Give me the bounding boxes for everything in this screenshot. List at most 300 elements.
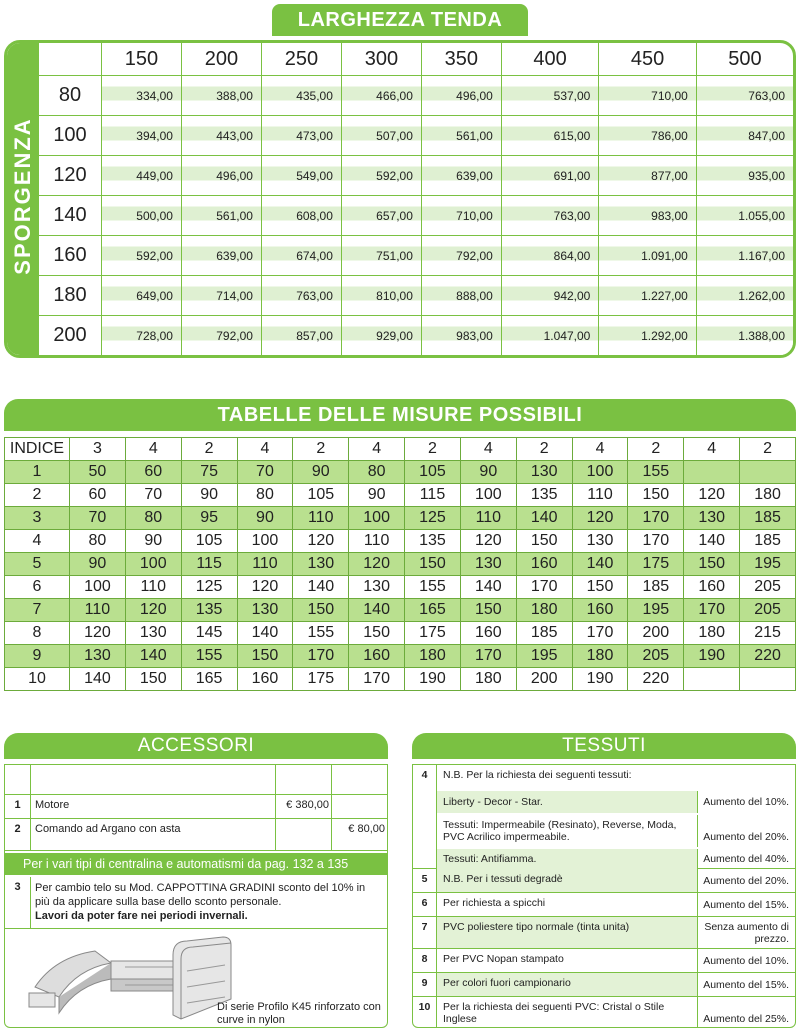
misure-cell: 195 — [740, 553, 796, 576]
misure-cell: 175 — [293, 668, 349, 691]
price-row — [39, 76, 793, 116]
misure-cell: 115 — [405, 484, 461, 507]
price-cell: 691,00 — [501, 156, 599, 196]
row-desc: N.B. Per i tessuti degradè — [437, 869, 697, 892]
misure-row — [5, 622, 796, 645]
price-cell: 500,00 — [102, 196, 182, 236]
misure-row — [5, 553, 796, 576]
misure-cell — [684, 461, 740, 484]
misure-cell — [684, 668, 740, 691]
misure-cell: 130 — [125, 622, 181, 645]
price-cell: 935,00 — [696, 156, 793, 196]
price-cell: 388,00 — [181, 76, 261, 116]
indice-cell: 5 — [5, 553, 70, 576]
tessuti-subrow — [413, 815, 795, 847]
row-desc: Motore — [35, 799, 70, 811]
tessuti-row-8 — [413, 949, 795, 973]
misure-cell: 140 — [684, 530, 740, 553]
misure-col-header: 2 — [293, 438, 349, 461]
misure-cell: 150 — [628, 484, 684, 507]
misure-cell: 130 — [349, 576, 405, 599]
price-cell: 763,00 — [261, 276, 341, 316]
price-cell: 443,00 — [181, 116, 261, 156]
misure-cell: 180 — [460, 668, 516, 691]
row-number: 5 — [413, 869, 437, 892]
misure-cell: 145 — [181, 622, 237, 645]
row-number: 2 — [5, 819, 31, 850]
sporgenza-row-header: 180 — [39, 276, 102, 316]
row-number: 3 — [5, 877, 31, 928]
misure-cell: 220 — [740, 645, 796, 668]
tessuti-row-6 — [413, 893, 795, 917]
indice-cell: 3 — [5, 507, 70, 530]
misure-cell: 155 — [181, 645, 237, 668]
sporgenza-row-header: 160 — [39, 236, 102, 276]
row-desc: Liberty - Decor - Star. — [437, 791, 697, 813]
misure-cell: 90 — [293, 461, 349, 484]
misure-cell: 120 — [460, 530, 516, 553]
price-cell: 549,00 — [261, 156, 341, 196]
indice-cell: 1 — [5, 461, 70, 484]
row-value: Aumento del 20%. — [697, 869, 795, 892]
misure-cell: 125 — [181, 576, 237, 599]
width-col-header: 400 — [501, 43, 599, 76]
misure-cell: 140 — [70, 668, 126, 691]
row-value: Aumento del 15%. — [697, 973, 795, 996]
misure-cell: 120 — [572, 507, 628, 530]
sporgenza-row-header: 120 — [39, 156, 102, 196]
price-cell: 449,00 — [102, 156, 182, 196]
larghezza-table-frame — [4, 40, 796, 358]
misure-cell: 180 — [740, 484, 796, 507]
misure-cell: 105 — [181, 530, 237, 553]
misure-cell: 200 — [516, 668, 572, 691]
indice-cell: 7 — [5, 599, 70, 622]
misure-cell: 130 — [460, 553, 516, 576]
tessuti-row-5 — [413, 869, 795, 893]
num-cell — [5, 765, 31, 794]
misure-cell: 170 — [349, 668, 405, 691]
row-price-1: € 380,00 — [275, 795, 331, 818]
price-row — [39, 156, 793, 196]
misure-cell: 170 — [516, 576, 572, 599]
misure-cell: 205 — [628, 645, 684, 668]
misure-cell: 150 — [293, 599, 349, 622]
misure-col-header: 4 — [572, 438, 628, 461]
price-cell: 847,00 — [696, 116, 793, 156]
misure-cell: 120 — [237, 576, 293, 599]
width-col-header: 150 — [102, 43, 182, 76]
tessuti-row-10 — [413, 997, 795, 1027]
price-cell: 507,00 — [341, 116, 421, 156]
misure-cell: 140 — [572, 553, 628, 576]
note-bold: Lavori da poter fare nei periodi invernali. — [35, 910, 248, 922]
row-number: 4 — [413, 765, 437, 868]
misure-cell: 150 — [572, 576, 628, 599]
tessuti-panel — [412, 764, 796, 1028]
misure-cell: 170 — [628, 507, 684, 530]
row-desc: Per richiesta a spicchi — [443, 897, 546, 909]
price-cell: 639,00 — [421, 156, 501, 196]
misure-cell: 80 — [349, 461, 405, 484]
misure-cell: 130 — [572, 530, 628, 553]
price-row — [39, 116, 793, 156]
misure-row — [5, 668, 796, 691]
misure-cell: 100 — [460, 484, 516, 507]
misure-cell: 110 — [460, 507, 516, 530]
accessori-row-2 — [5, 819, 387, 851]
misure-cell: 160 — [684, 576, 740, 599]
misure-cell: 95 — [181, 507, 237, 530]
larghezza-price-table — [39, 43, 793, 355]
misure-cell: 220 — [628, 668, 684, 691]
price-row — [39, 276, 793, 316]
misure-cell: 140 — [293, 576, 349, 599]
misure-cell: 90 — [125, 530, 181, 553]
indice-cell: 8 — [5, 622, 70, 645]
price-cell: 792,00 — [181, 316, 261, 356]
misure-cell: 140 — [349, 599, 405, 622]
row-number: 10 — [413, 997, 437, 1027]
row-value: Aumento del 20%. — [697, 815, 795, 847]
misure-cell: 105 — [293, 484, 349, 507]
row-number: 9 — [413, 973, 437, 996]
misure-col-header: 4 — [349, 438, 405, 461]
misure-cell: 125 — [405, 507, 461, 530]
misure-col-header: 4 — [237, 438, 293, 461]
misure-cell: 150 — [684, 553, 740, 576]
row-desc: Per colori fuori campionario — [437, 973, 697, 996]
price-cell: 466,00 — [341, 76, 421, 116]
price-col-2-header — [331, 765, 388, 794]
price-cell: 657,00 — [341, 196, 421, 236]
width-col-header: 500 — [696, 43, 793, 76]
row-desc: PVC poliestere tipo normale (tinta unita) — [437, 917, 697, 948]
misure-cell: 70 — [237, 461, 293, 484]
row-number: 6 — [413, 893, 437, 916]
misure-row — [5, 484, 796, 507]
misure-cell: 180 — [516, 599, 572, 622]
misure-cell: 110 — [349, 530, 405, 553]
misure-col-header: 2 — [740, 438, 796, 461]
misure-cell: 100 — [237, 530, 293, 553]
misure-col-header: 2 — [628, 438, 684, 461]
misure-col-header: 3 — [70, 438, 126, 461]
misure-cell: 140 — [460, 576, 516, 599]
misure-cell: 140 — [237, 622, 293, 645]
misure-cell: 185 — [516, 622, 572, 645]
row-value: Senza aumento di prezzo. — [697, 917, 795, 948]
price-cell: 1.292,00 — [599, 316, 697, 356]
misure-cell: 90 — [349, 484, 405, 507]
misure-cell: 175 — [628, 553, 684, 576]
price-row — [39, 236, 793, 276]
misure-cell — [740, 461, 796, 484]
misure-table — [4, 437, 796, 691]
misure-cell: 135 — [181, 599, 237, 622]
price-cell: 786,00 — [599, 116, 697, 156]
misure-cell: 150 — [405, 553, 461, 576]
misure-row — [5, 507, 796, 530]
misure-cell: 105 — [405, 461, 461, 484]
sporgenza-row-header: 80 — [39, 76, 102, 116]
price-cell: 1.091,00 — [599, 236, 697, 276]
width-col-header: 450 — [599, 43, 697, 76]
row-value: Aumento del 40%. — [697, 849, 795, 869]
centralina-strip: Per i vari tipi di centralina e automatismi da pag. 132 a 135 — [5, 853, 387, 875]
misure-cell: 110 — [237, 553, 293, 576]
misure-col-header: 2 — [516, 438, 572, 461]
misure-cell: 80 — [70, 530, 126, 553]
misure-cell: 90 — [70, 553, 126, 576]
indice-header: INDICE — [5, 438, 70, 461]
misure-cell: 135 — [516, 484, 572, 507]
price-cell: 473,00 — [261, 116, 341, 156]
misure-cell: 170 — [684, 599, 740, 622]
row-desc: Tessuti: Impermeabile (Resinato), Reverse, Moda, PVC Acrilico impermeabile. — [443, 819, 677, 843]
accessori-header-row — [5, 765, 387, 795]
misure-cell: 130 — [70, 645, 126, 668]
misure-cell: 100 — [125, 553, 181, 576]
price-cell: 877,00 — [599, 156, 697, 196]
price-cell: 561,00 — [421, 116, 501, 156]
indice-cell: 4 — [5, 530, 70, 553]
misure-cell: 165 — [181, 668, 237, 691]
price-cell: 983,00 — [599, 196, 697, 236]
price-cell: 496,00 — [421, 76, 501, 116]
price-cell: 1.262,00 — [696, 276, 793, 316]
misure-cell: 150 — [125, 668, 181, 691]
misure-cell: 165 — [405, 599, 461, 622]
misure-cell: 190 — [684, 645, 740, 668]
misure-cell: 70 — [70, 507, 126, 530]
misure-cell: 175 — [405, 622, 461, 645]
misure-cell: 155 — [405, 576, 461, 599]
misure-cell: 170 — [460, 645, 516, 668]
price-cell: 435,00 — [261, 76, 341, 116]
misure-cell: 75 — [181, 461, 237, 484]
motore-meccanico-header — [275, 765, 331, 794]
misure-row — [5, 461, 796, 484]
misure-cell: 150 — [460, 599, 516, 622]
misure-cell: 160 — [516, 553, 572, 576]
price-cell: 763,00 — [696, 76, 793, 116]
row-desc: Per PVC Nopan stampato — [443, 953, 564, 965]
price-cell: 334,00 — [102, 76, 182, 116]
misure-col-header: 2 — [181, 438, 237, 461]
price-cell: 1.167,00 — [696, 236, 793, 276]
row-price-1 — [275, 819, 331, 850]
price-cell: 639,00 — [181, 236, 261, 276]
misure-cell: 130 — [237, 599, 293, 622]
row-number: 8 — [413, 949, 437, 972]
price-cell: 496,00 — [181, 156, 261, 196]
misure-cell: 155 — [293, 622, 349, 645]
sporgenza-label: SPORGENZA — [10, 117, 35, 275]
misure-cell: 70 — [125, 484, 181, 507]
misure-row — [5, 645, 796, 668]
tessuti-subrow — [413, 849, 795, 869]
misure-row — [5, 576, 796, 599]
misure-cell: 185 — [740, 530, 796, 553]
misure-cell: 100 — [349, 507, 405, 530]
price-cell: 942,00 — [501, 276, 599, 316]
price-cell: 983,00 — [421, 316, 501, 356]
price-cell: 592,00 — [341, 156, 421, 196]
misure-cell: 150 — [237, 645, 293, 668]
misure-col-header: 4 — [125, 438, 181, 461]
misure-cell: 150 — [349, 622, 405, 645]
misure-cell: 80 — [125, 507, 181, 530]
price-cell: 710,00 — [421, 196, 501, 236]
misure-cell — [740, 668, 796, 691]
sporgenza-row-header: 200 — [39, 316, 102, 356]
row-desc: Comando ad Argano con asta — [35, 823, 181, 835]
indice-cell: 9 — [5, 645, 70, 668]
misure-cell: 215 — [740, 622, 796, 645]
misure-cell: 180 — [572, 645, 628, 668]
row-value: Aumento del 10%. — [697, 949, 795, 972]
misure-cell: 120 — [684, 484, 740, 507]
sporgenza-row-header: 100 — [39, 116, 102, 156]
price-cell: 608,00 — [261, 196, 341, 236]
row-desc: Tessuti: Antifiamma. — [437, 849, 697, 869]
misure-cell: 170 — [293, 645, 349, 668]
misure-cell: 110 — [70, 599, 126, 622]
misure-cell: 200 — [628, 622, 684, 645]
misure-cell: 160 — [349, 645, 405, 668]
price-cell: 561,00 — [181, 196, 261, 236]
price-row — [39, 196, 793, 236]
row-price-2: € 80,00 — [331, 819, 388, 850]
price-cell: 537,00 — [501, 76, 599, 116]
indice-cell: 6 — [5, 576, 70, 599]
price-cell: 728,00 — [102, 316, 182, 356]
misure-cell: 185 — [628, 576, 684, 599]
misure-cell: 160 — [237, 668, 293, 691]
misure-cell: 140 — [516, 507, 572, 530]
width-col-header: 350 — [421, 43, 501, 76]
misure-cell: 130 — [684, 507, 740, 530]
price-cell: 1.227,00 — [599, 276, 697, 316]
row-number: 1 — [5, 795, 31, 818]
sporgenza-sidebar — [7, 43, 39, 355]
price-cell: 714,00 — [181, 276, 261, 316]
misure-cell: 195 — [628, 599, 684, 622]
corner-cell — [39, 43, 102, 76]
price-cell: 888,00 — [421, 276, 501, 316]
indice-cell: 10 — [5, 668, 70, 691]
misure-cell: 160 — [460, 622, 516, 645]
price-cell: 649,00 — [102, 276, 182, 316]
misure-cell: 130 — [293, 553, 349, 576]
misure-cell: 185 — [740, 507, 796, 530]
row-value: Aumento del 10%. — [697, 791, 795, 813]
width-col-header: 250 — [261, 43, 341, 76]
price-cell: 929,00 — [341, 316, 421, 356]
misure-col-header: 4 — [684, 438, 740, 461]
price-row — [39, 316, 793, 356]
price-cell: 763,00 — [501, 196, 599, 236]
larghezza-title: LARGHEZZA TENDA — [272, 4, 528, 36]
price-cell: 674,00 — [261, 236, 341, 276]
misure-cell: 100 — [572, 461, 628, 484]
row-value: Aumento del 15%. — [697, 893, 795, 916]
misure-cell: 120 — [125, 599, 181, 622]
misure-col-header: 2 — [405, 438, 461, 461]
tessuti-row-7 — [413, 917, 795, 949]
tessuti-title: TESSUTI — [412, 733, 796, 759]
width-col-header: 200 — [181, 43, 261, 76]
misure-cell: 115 — [181, 553, 237, 576]
tessuti-subrow — [413, 791, 795, 813]
misure-cell: 100 — [70, 576, 126, 599]
row-desc: Per la richiesta dei seguenti PVC: Cristal o Stile Inglese — [443, 1001, 665, 1025]
misure-cell: 135 — [405, 530, 461, 553]
misure-cell: 205 — [740, 599, 796, 622]
indice-cell: 2 — [5, 484, 70, 507]
misure-cell: 195 — [516, 645, 572, 668]
misure-cell: 170 — [572, 622, 628, 645]
width-col-header: 300 — [341, 43, 421, 76]
misure-cell: 110 — [293, 507, 349, 530]
sporgenza-row-header: 140 — [39, 196, 102, 236]
misure-col-header: 4 — [460, 438, 516, 461]
price-cell: 857,00 — [261, 316, 341, 356]
tessuti-row-9 — [413, 973, 795, 997]
misure-cell: 120 — [349, 553, 405, 576]
misure-cell: 110 — [572, 484, 628, 507]
row-price-2 — [331, 795, 388, 818]
misure-row — [5, 530, 796, 553]
misure-cell: 180 — [405, 645, 461, 668]
misure-cell: 120 — [70, 622, 126, 645]
misure-row — [5, 599, 796, 622]
row-number: 7 — [413, 917, 437, 948]
misure-cell: 180 — [684, 622, 740, 645]
misure-cell: 50 — [70, 461, 126, 484]
misure-title: TABELLE DELLE MISURE POSSIBILI — [4, 399, 796, 431]
price-cell: 394,00 — [102, 116, 182, 156]
accessori-title: ACCESSORI — [4, 733, 388, 759]
price-cell: 751,00 — [341, 236, 421, 276]
misure-cell: 150 — [516, 530, 572, 553]
price-cell: 810,00 — [341, 276, 421, 316]
misure-cell: 155 — [628, 461, 684, 484]
price-cell: 710,00 — [599, 76, 697, 116]
price-cell: 1.047,00 — [501, 316, 599, 356]
price-cell: 592,00 — [102, 236, 182, 276]
misure-cell: 160 — [572, 599, 628, 622]
accessori-row-1 — [5, 795, 387, 819]
price-cell: 792,00 — [421, 236, 501, 276]
row-desc: N.B. Per la richiesta dei seguenti tessuti: — [443, 769, 632, 781]
misure-cell: 190 — [572, 668, 628, 691]
misure-cell: 170 — [628, 530, 684, 553]
price-cell: 864,00 — [501, 236, 599, 276]
misure-cell: 120 — [293, 530, 349, 553]
row-value: Aumento del 25%. — [697, 997, 795, 1027]
misure-cell: 190 — [405, 668, 461, 691]
misure-cell: 205 — [740, 576, 796, 599]
misure-cell: 90 — [237, 507, 293, 530]
misure-cell: 80 — [237, 484, 293, 507]
misure-cell: 90 — [181, 484, 237, 507]
note-text: Per cambio telo su Mod. CAPPOTTINA GRADINI sconto del 10% in più da applicare sulla base dello sconto personale. — [35, 882, 366, 908]
accessori-panel — [4, 764, 388, 1028]
misure-cell: 60 — [125, 461, 181, 484]
price-cell: 615,00 — [501, 116, 599, 156]
